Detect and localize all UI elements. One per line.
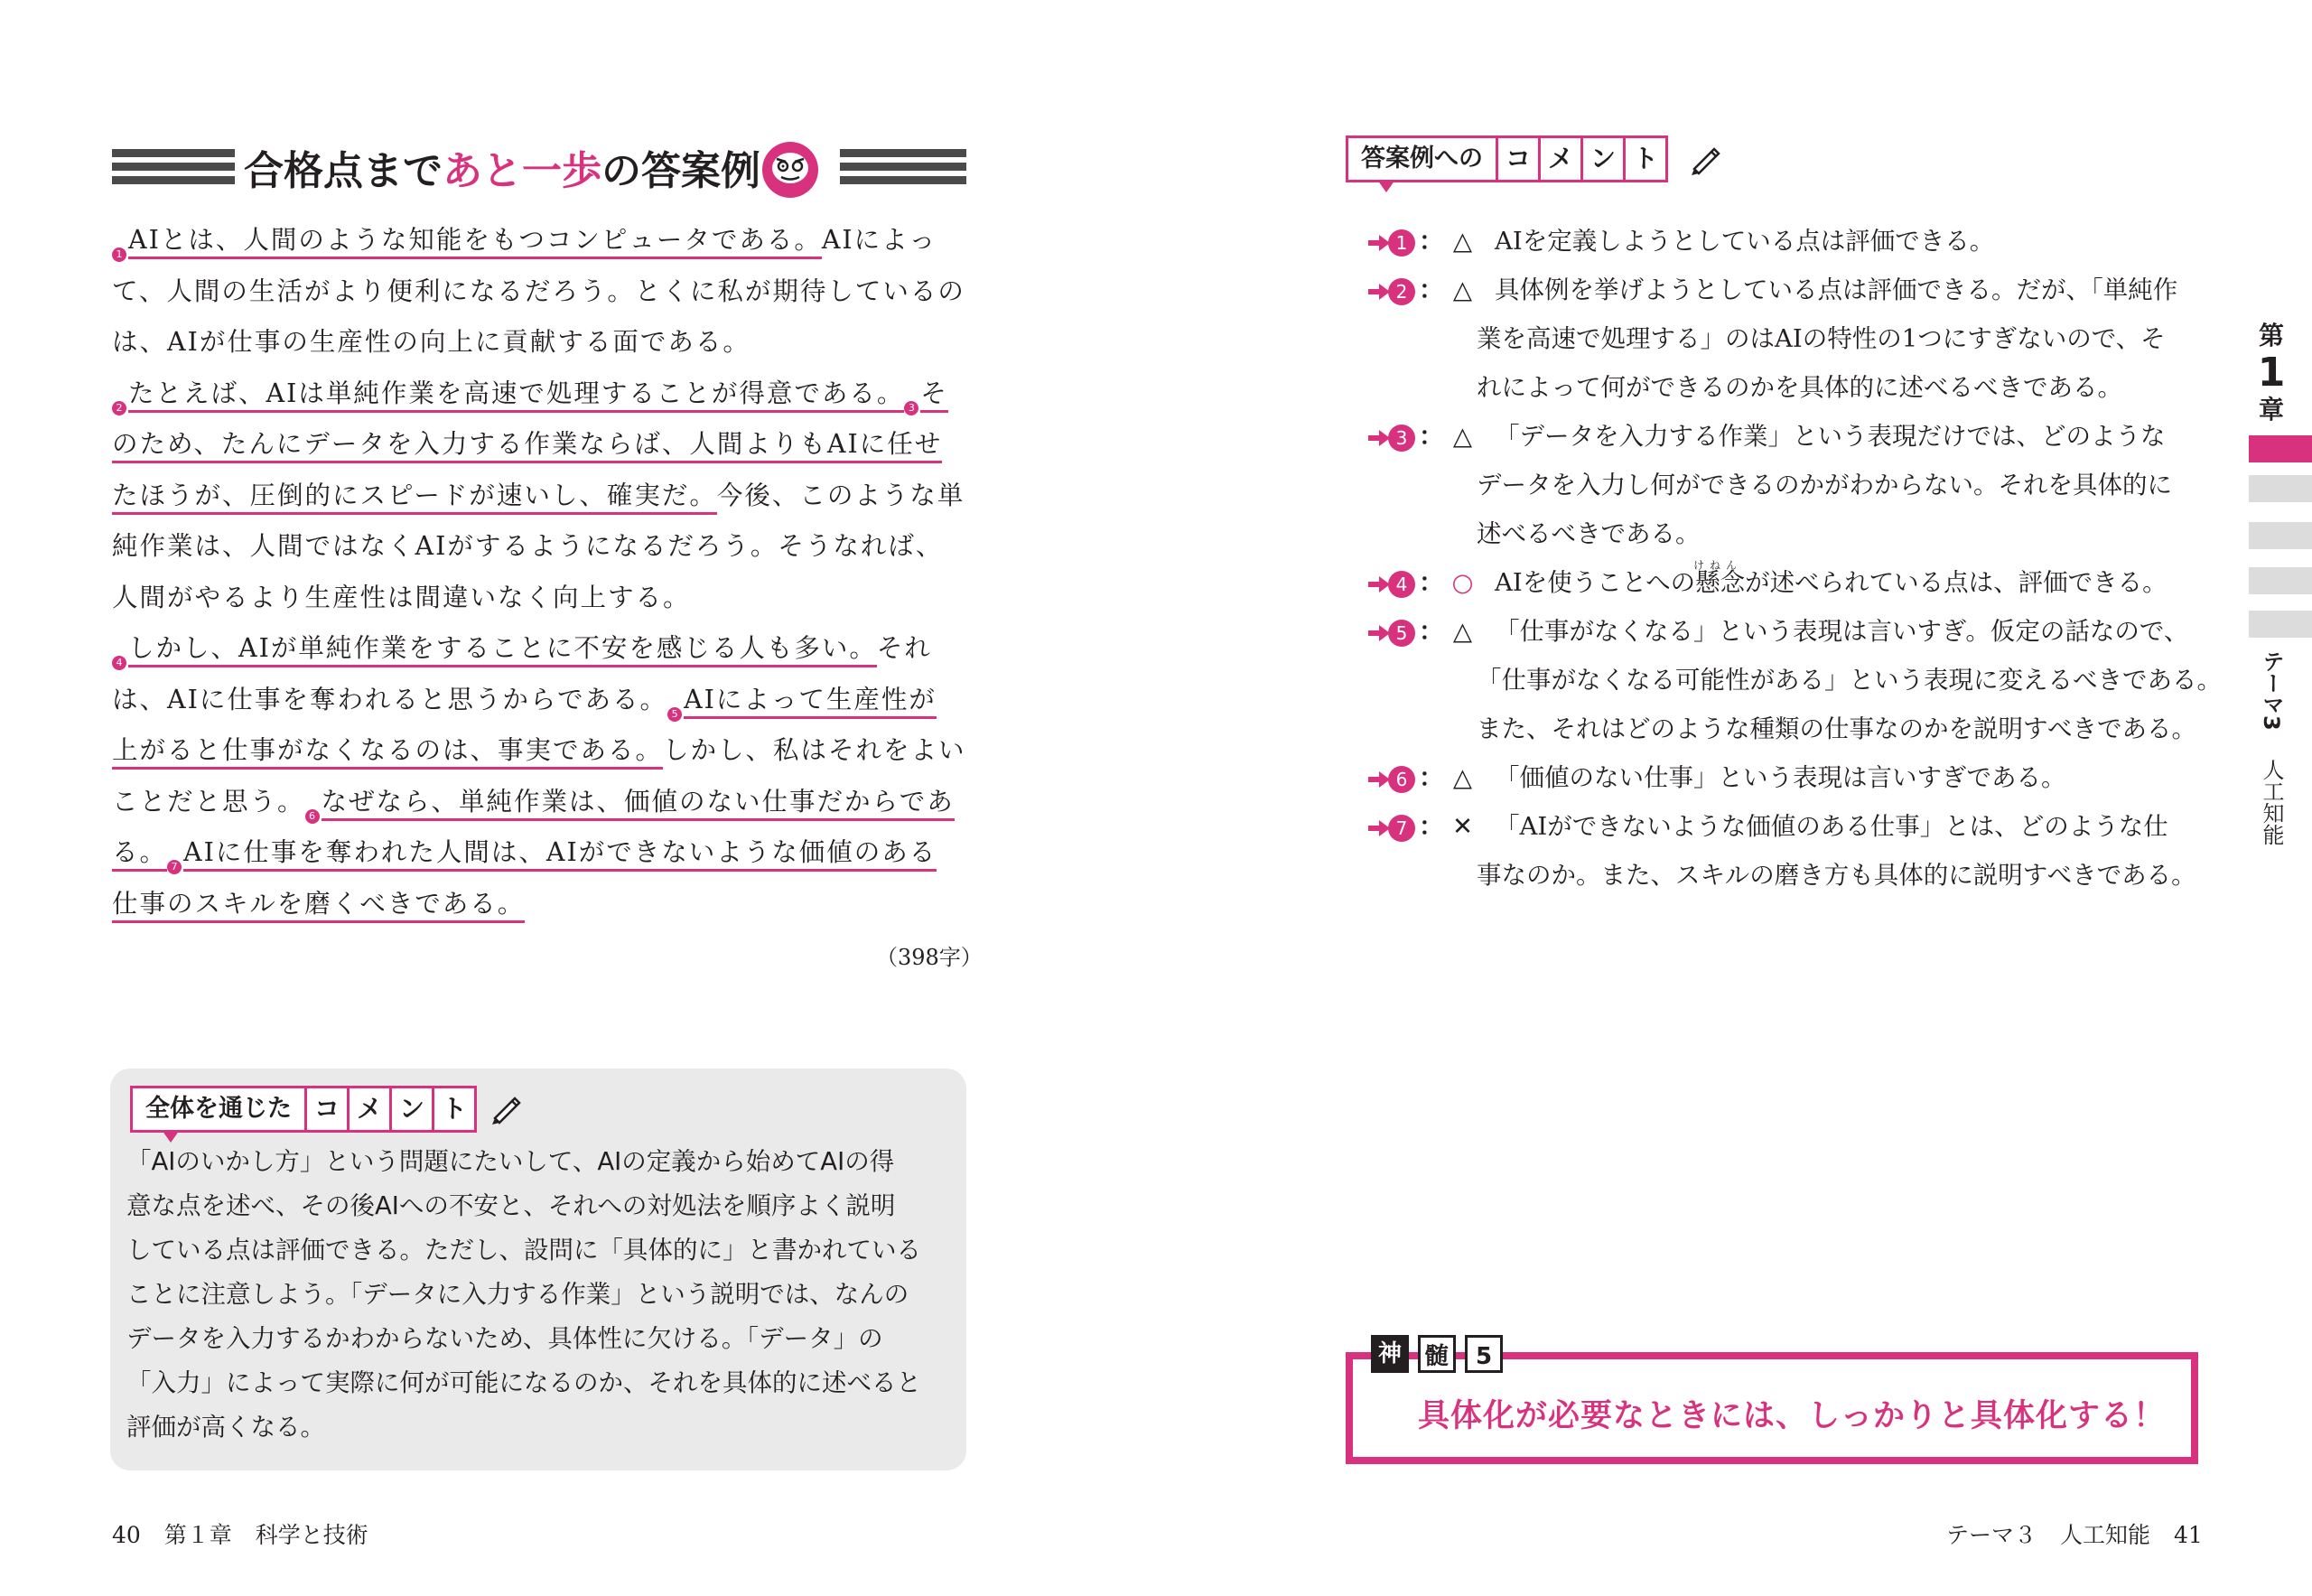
overall-comment-line: 評価が高くなる。 [126,1413,325,1442]
essay-text: 今後、このような単 [716,480,965,510]
comment-text: 「AIができないような価値のある仕事」とは、どのような仕 [1495,812,2168,841]
essay-marker-2: 2 [112,401,126,415]
underlined-text: たほうが、圧倒的にスピードが速いし、確実だ。 [112,481,717,515]
essay-text: 人間がやるより生産性は間違いなく向上する。 [112,582,691,612]
evaluation-mark: △ [1452,275,1473,304]
tag-kana: メ [347,1088,389,1130]
essay-line [112,827,937,878]
colon: ： [1419,422,1444,451]
essay-marker-3: 3 [904,401,918,415]
answer-comment-tag [1346,135,1668,182]
overall-comment-line: 意な点を述べ、その後AIへの不安と、それへの対処法を順序よく説明 [126,1191,896,1220]
essay-text: AIによっ [821,225,937,255]
chapter-tab-bar [2249,475,2312,502]
essay-marker-5: 5 [667,707,682,722]
char-count: （398字） [876,945,983,970]
comment-number: 2 [1388,278,1415,305]
chapter-tab-bar [2249,567,2312,594]
comment-text: また、それはどのような種類の仕事なのかを説明すべきである。 [1477,714,2196,743]
folio-section: 科学と技術 [255,1522,368,1548]
underlined-text: AIによって生産性が [684,685,937,719]
evaluation-mark: △ [1452,422,1473,451]
overall-comment-line: している点は評価できる。ただし、設問に「具体的に」と書かれている [126,1236,921,1265]
essay-line [112,471,965,521]
essay-line [112,266,965,317]
comment-marker [1368,217,1478,266]
tag-kana: ト [1623,138,1665,180]
underlined-text: 上がると仕事がなくなるのは、事実である。 [112,735,663,770]
folio-theme: テーマ３ [1946,1522,2037,1548]
evaluation-mark: ✕ [1451,812,1474,841]
comment-marker [1368,558,1478,607]
essay-line [112,725,966,776]
essay-marker-7: 7 [167,860,182,874]
underlined-text: しかし、AIが単純作業をすることに不安を感じる人も多い。 [128,633,877,667]
colon: ： [1419,763,1444,792]
overall-comment-tag [130,1086,477,1133]
arrow-icon [1368,284,1388,300]
pencil-icon [1687,140,1723,176]
essay-text: は、AIが仕事の生産性の向上に貢献する面である。 [112,327,750,357]
theme-name: 人工知能 [2259,759,2284,846]
essay-marker-1: 1 [112,247,126,262]
essay-marker-6: 6 [305,809,320,824]
chapter-dai: 第 [2258,321,2284,350]
tag-label: 全体を通じた [145,1095,292,1123]
comment-marker [1368,412,1478,461]
chapter-tab-bar [2249,522,2312,549]
maxim-number: 5 [1465,1335,1503,1373]
comment-number: 4 [1388,571,1415,598]
arrow-icon [1368,235,1388,251]
maxim-tags [1371,1335,1503,1373]
arrow-icon [1368,820,1388,836]
arrow-icon [1368,430,1388,446]
overall-comment-line: 「入力」によって実際に何が可能になるのか、それを具体的に述べると [126,1368,921,1397]
tag-kana: コ [1496,138,1538,180]
maxim-tag: 神 [1371,1335,1409,1373]
page-number: 41 [2173,1522,2203,1548]
tag-kana: ト [432,1088,474,1130]
essay-line [112,521,943,572]
essay-text: しかし、私はそれをよい [663,735,966,765]
arrow-icon [1368,576,1388,593]
essay-text: 純作業は、人間ではなくAIがするようになるだろう。そうなれば、 [112,531,944,561]
pencil-icon [488,1089,524,1125]
essay-line [112,369,948,419]
underlined-text: たとえば、AIは単純作業を高速で処理することが得意である。 [128,378,904,413]
folio-chapter: 第１章 [163,1522,232,1548]
comment-text: 事なのか。また、スキルの磨き方も具体的に説明すべきである。 [1477,861,2196,890]
comment-marker [1368,266,1478,314]
title-part-2: あと一歩 [443,148,601,194]
essay-line [112,573,691,623]
comment-text: 述べるべきである。 [1477,519,1701,548]
folio-right [1946,1517,2203,1550]
tag-kana: ン [389,1088,432,1130]
evaluation-mark: △ [1452,763,1473,792]
comment-marker [1368,607,1478,656]
title-part-3: の答案例 [601,148,760,194]
underlined-text: AIに仕事を奪われた人間は、AIができないような価値のある [183,837,937,872]
essay-line [112,317,750,368]
comment-number: 1 [1388,229,1415,257]
ruby-kenen: けねん [1693,559,1743,572]
theme-number: テーマ3 [2259,650,2284,731]
title-part-1: 合格点まで [244,148,443,194]
underlined-text: 仕事のスキルを磨くべきである。 [112,889,525,923]
folio-left [112,1517,368,1550]
underlined-text: そ [920,378,948,413]
comment-text: AIを定義しようとしている点は評価できる。 [1495,227,1995,256]
page-title [244,140,759,203]
colon: ： [1419,227,1444,256]
heading-bars-right [840,149,966,185]
overall-comment-line: データを入力するかわからないため、具体性に欠ける。「データ」の [126,1324,883,1353]
essay-line [112,419,942,470]
comment-text: 「価値のない仕事」という表現は言いすぎである。 [1495,763,2066,792]
comment-text: AIを使うことへの懸念が述べられている点は、評価できる。 [1495,568,2168,597]
daruma-icon [759,137,822,201]
chapter-number: 1 [2257,350,2286,396]
essay-text: ことだと思う。 [112,786,305,817]
essay-line [112,215,937,266]
chapter-sho: 章 [2258,395,2284,425]
overall-comment-line: ことに注意しよう。「データに入力する作業」という説明では、なんの [126,1280,909,1309]
underlined-text: のため、たんにデータを入力する作業ならば、人間よりもAIに任せ [112,429,942,463]
folio-theme-name: 人工知能 [2059,1522,2150,1548]
tag-kana: コ [304,1088,347,1130]
chapter-tab-bar-active [2249,435,2312,462]
underlined-text: る。 [112,837,167,872]
essay-marker-4: 4 [112,656,126,670]
heading-bars-left [112,149,235,185]
arrow-icon [1368,625,1388,641]
comment-number: 7 [1388,815,1415,842]
tag-tail [1377,180,1395,192]
page-number: 40 [112,1522,141,1548]
arrow-icon [1368,771,1388,788]
essay-line [112,675,937,725]
colon: ： [1419,275,1444,304]
tag-kana: ン [1580,138,1623,180]
essay-line [112,777,955,827]
comment-number: 5 [1388,620,1415,647]
essay-text: て、人間の生活がより便利になるだろう。とくに私が期待しているの [112,275,965,306]
comment-text: 「仕事がなくなる」という表現は言いすぎ。仮定の話なので、 [1495,617,2189,646]
theme-vertical-label [2249,650,2294,845]
comment-number: 6 [1388,766,1415,793]
chapter-tab [2249,321,2294,425]
evaluation-mark: △ [1452,617,1473,646]
comment-text: 「仕事がなくなる可能性がある」という表現に変えるべきである。 [1477,666,2222,695]
comment-text: れによって何ができるのかを具体的に述べるべきである。 [1477,373,2122,402]
maxim-text: 具体化が必要なときには、しっかりと具体化する！ [1418,1398,2167,1434]
colon: ： [1419,812,1444,841]
comment-text: 「データを入力する作業」という表現だけでは、どのような [1495,422,2166,451]
essay-text: それ [876,633,932,663]
evaluation-mark: ○ [1451,568,1474,597]
tag-kana: メ [1538,138,1580,180]
comment-text: データを入力し何ができるのかがわからない。それを具体的に [1477,471,2172,499]
chapter-tab-bar [2249,611,2312,638]
colon: ： [1419,617,1444,646]
underlined-text: AIとは、人間のような知能をもつコンピュータである。 [128,225,822,259]
comment-text: 具体例を挙げようとしている点は評価できる。だが、「単純作 [1495,275,2178,304]
overall-comment-line: 「AIのいかし方」という問題にたいして、AIの定義から始めてAIの得 [126,1147,895,1176]
essay-text: は、AIに仕事を奪われると思うからである。 [112,684,668,714]
comment-number: 3 [1388,425,1415,452]
maxim-tag: 髄 [1418,1335,1456,1373]
essay-line [112,879,525,929]
evaluation-mark: △ [1452,227,1473,256]
essay-line [112,623,932,674]
comment-marker [1368,753,1478,802]
tag-label: 答案例への [1361,145,1483,173]
overall-comment-text [126,1140,957,1450]
comment-text: 業を高速で処理する」のはAIの特性の1つにすぎないので、そ [1477,324,2166,353]
comment-marker [1368,802,1478,851]
colon: ： [1419,568,1444,597]
underlined-text: なぜなら、単純作業は、価値のない仕事だからであ [322,787,955,821]
